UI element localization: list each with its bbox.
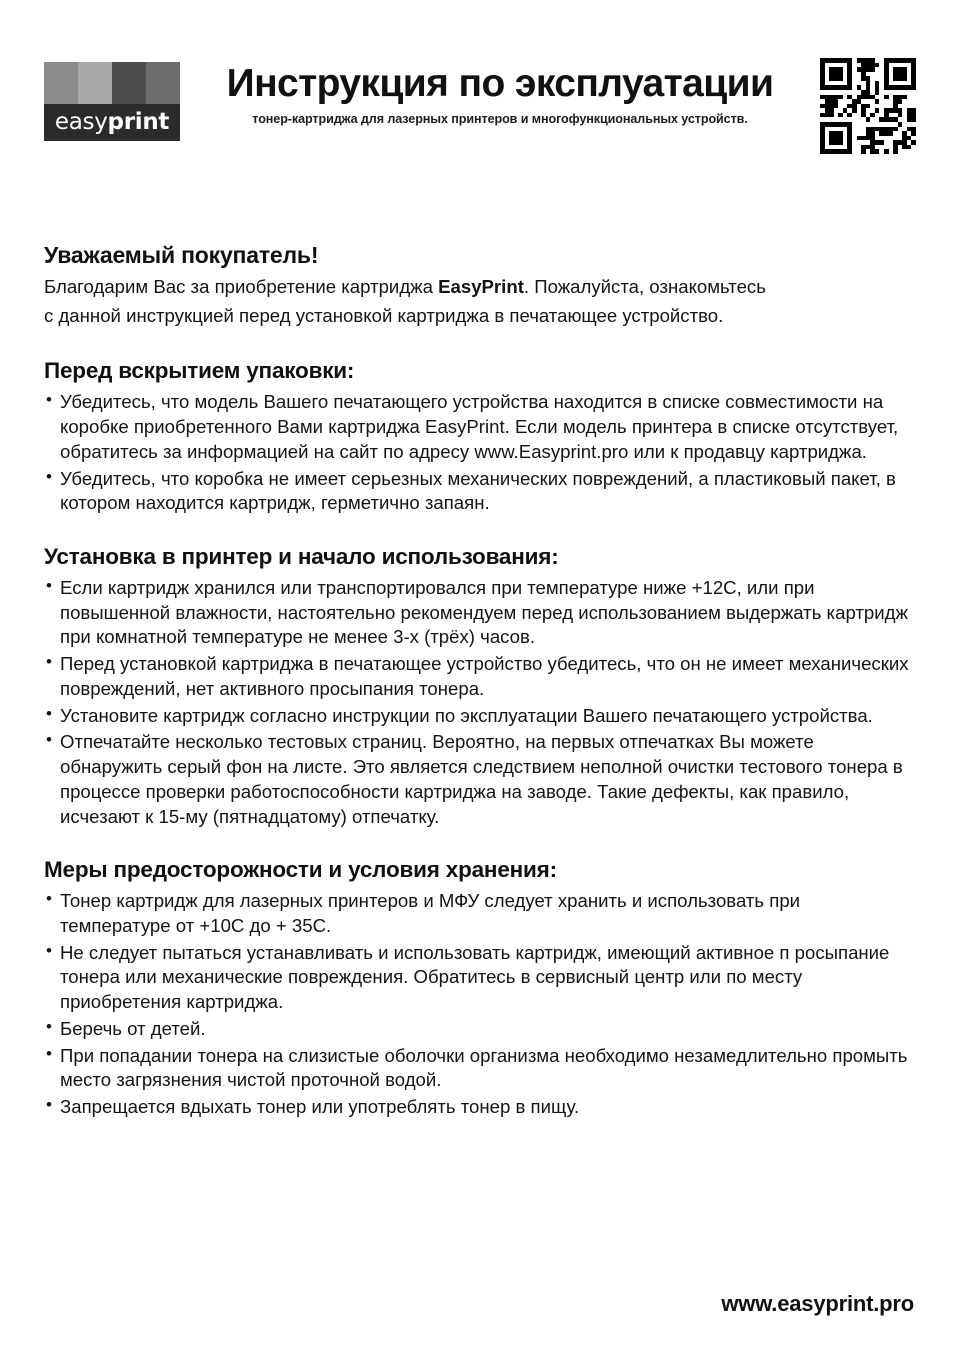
spacer xyxy=(44,332,910,358)
greeting-text-before: Благодарим Вас за приобретение картриджа xyxy=(44,276,439,297)
list-item: • Тонер картридж для лазерных принтеров и МФУ следует хранить и использовать при температуре от +10С до + 35С. xyxy=(44,889,910,938)
section-heading-installation: Установка в принтер и начало использования: xyxy=(44,544,559,570)
easyprint-logo xyxy=(44,62,180,141)
list-item: • Убедитесь, что коробка не имеет серьезных механических повреждений, а пластиковый пакет, в котором находится картридж, герметично запаян. xyxy=(44,467,910,516)
list-item: • Запрещается вдыхать тонер или употреблять тонер в пищу. xyxy=(44,1095,910,1120)
document-body xyxy=(44,242,916,1120)
document-header xyxy=(44,0,916,168)
list-item: • Беречь от детей. xyxy=(44,1017,910,1042)
page-title: Инструкция по эксплуатации xyxy=(226,62,774,105)
list-item: • Убедитесь, что модель Вашего печатающего устройства находится в списке совместимости на коробке приобретенного Вами картриджа EasyPrint. Если модель принтера в списке отсутствует, обратитесь за информацией на сайт по адресу www.Easyprint.pro или к продавцу картриджа. xyxy=(44,390,910,464)
greeting-heading: Уважаемый покупатель! xyxy=(44,242,319,268)
brand-name: EasyPrint xyxy=(438,276,524,297)
spacer xyxy=(44,518,910,544)
greeting-paragraph-line2: с данной инструкцией перед установкой картриджа в печатающее устройство. xyxy=(44,304,724,326)
greeting-text-after: . Пожалуйста, ознакомьтесь xyxy=(523,276,766,297)
spacer xyxy=(44,831,910,857)
list-item: • Установите картридж согласно инструкции по эксплуатации Вашего печатающего устройства. xyxy=(44,704,910,729)
logo-word-easy: easy xyxy=(54,109,108,135)
list-item: • Если картридж хранился или транспортировался при температуре ниже +12С, или при повышенной влажности, настоятельно рекомендуем перед использованием выдержать картридж при комнатной температуре не менее 3-х (трёх) часов. xyxy=(44,576,910,650)
logo-swatch-3 xyxy=(112,62,146,104)
logo-swatch-2 xyxy=(78,62,112,104)
list-item: • Не следует пытаться устанавливать и использовать картридж, имеющий активное п росыпание тонера или механические повреждения. Обратитесь в сервисный центр или по месту приобретения картриджа. xyxy=(44,941,910,1015)
section-list-safety xyxy=(44,889,910,1119)
logo-word-print: print xyxy=(107,109,170,135)
section-list-packaging xyxy=(44,390,910,516)
greeting-paragraph-line1 xyxy=(44,275,910,300)
section-list-installation xyxy=(44,576,910,829)
qr-code-icon xyxy=(820,58,916,154)
list-item: • При попадании тонера на слизистые оболочки организма необходимо незамедлительно промыть место загрязнения чистой проточной водой. xyxy=(44,1044,910,1093)
logo-wordmark xyxy=(44,104,180,141)
logo-swatches xyxy=(44,62,180,104)
page-subtitle: тонер-картриджа для лазерных принтеров и многофункциональных устройств. xyxy=(252,111,748,126)
logo-swatch-1 xyxy=(44,62,78,104)
logo-swatch-4 xyxy=(146,62,180,104)
list-item: • Отпечатайте несколько тестовых страниц. Вероятно, на первых отпечатках Вы можете обнаружить серый фон на листе. Это является следствием неполной очистки тестового тонера в процессе проверки работоспособности картриджа на заводе. Такие дефекты, как правило, исчезают к 15-му (пятнадцатому) отпечатку. xyxy=(44,730,910,829)
title-block xyxy=(180,58,820,126)
footer-website[interactable]: www.easyprint.pro xyxy=(721,1291,914,1316)
section-heading-safety: Меры предосторожности и условия хранения: xyxy=(44,857,557,883)
section-heading-packaging: Перед вскрытием упаковки: xyxy=(44,358,355,384)
list-item: • Перед установкой картриджа в печатающее устройство убедитесь, что он не имеет механических повреждений, нет активного просыпания тонера. xyxy=(44,652,910,701)
